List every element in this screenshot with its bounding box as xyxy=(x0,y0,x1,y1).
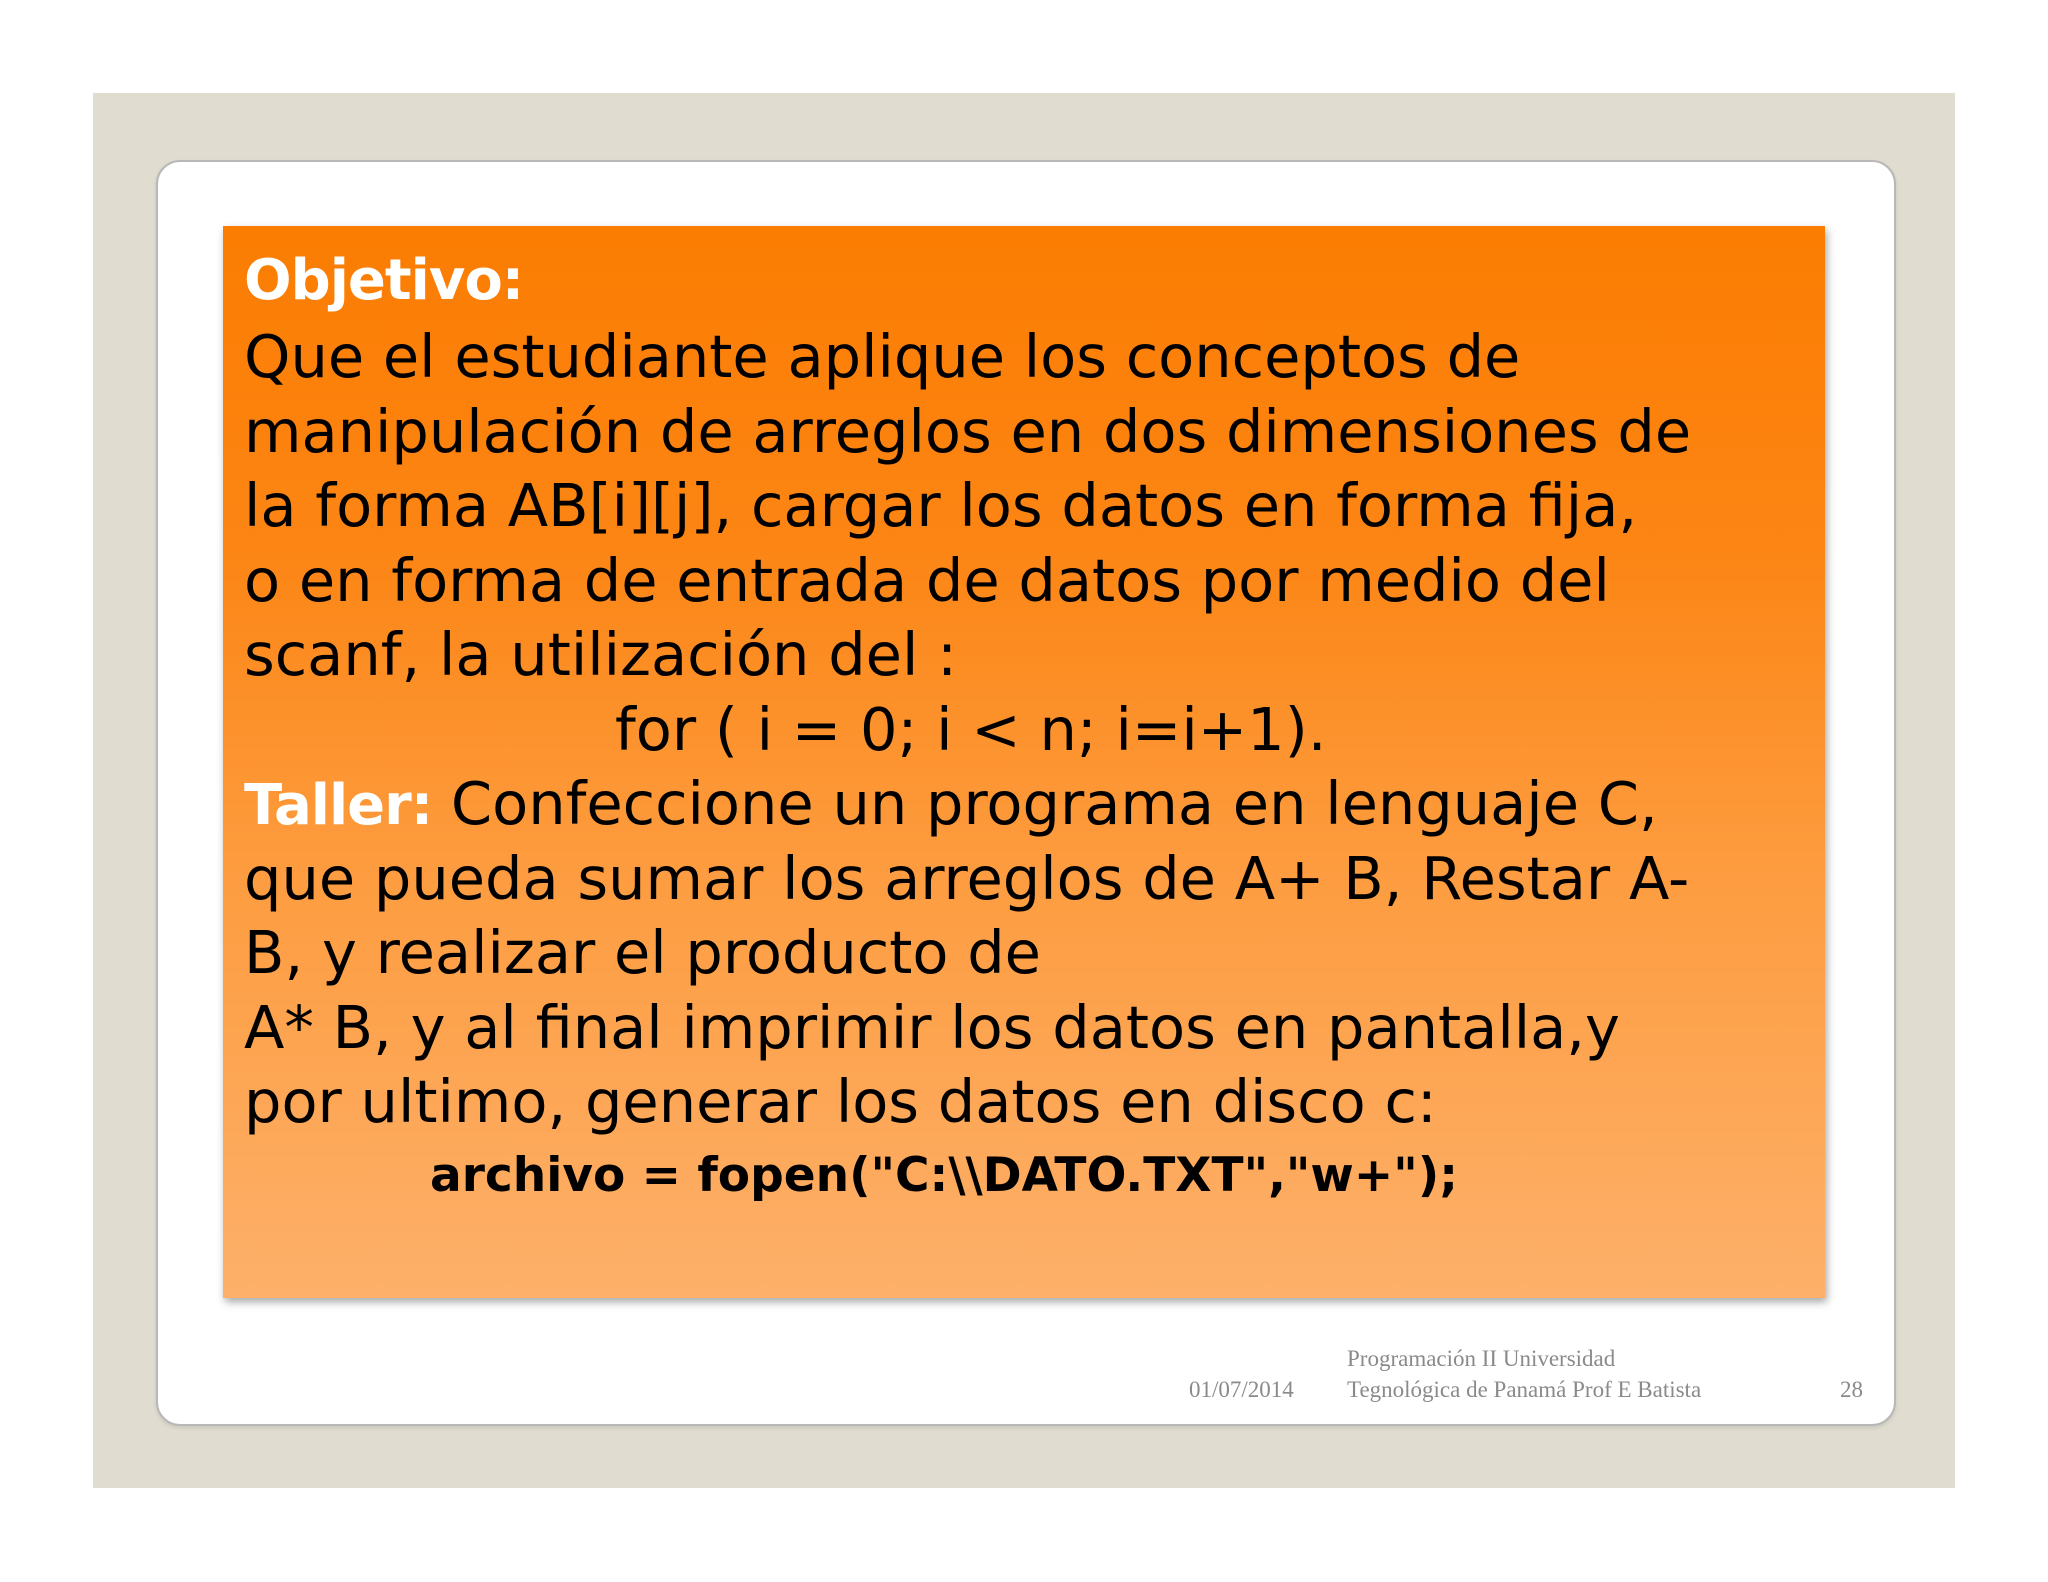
taller-line: B, y realizar el producto de xyxy=(244,918,1041,987)
taller-line: que pueda sumar los arreglos de A+ B, Restar A- xyxy=(244,844,1690,913)
taller-line: por ultimo, generar los datos en disco c: xyxy=(244,1067,1437,1136)
objective-heading: Objetivo: xyxy=(244,248,524,313)
taller-heading: Taller: xyxy=(244,773,433,838)
footer-page-number: 28 xyxy=(1840,1377,1863,1402)
objective-line: o en forma de entrada de datos por medio del xyxy=(244,546,1610,615)
footer-course-line2: Tegnológica de Panamá Prof E Batista xyxy=(1347,1377,1702,1402)
for-statement: for ( i = 0; i < n; i=i+1). xyxy=(615,695,1327,764)
objective-line: Que el estudiante aplique los conceptos de xyxy=(244,322,1521,391)
objective-line: scanf, la utilización del : xyxy=(244,620,957,689)
footer-course-line1: Programación II Universidad xyxy=(1347,1346,1616,1371)
footer-date: 01/07/2014 xyxy=(1189,1377,1294,1402)
taller-line: A* B, y al final imprimir los datos en pantalla,y xyxy=(244,993,1620,1062)
code-statement: archivo = fopen("C:\\DATO.TXT","w+"); xyxy=(430,1148,1458,1203)
objective-line: manipulación de arreglos en dos dimensiones de xyxy=(244,397,1692,466)
content-box xyxy=(223,226,1825,1298)
objective-line: la forma AB[i][j], cargar los datos en forma fija, xyxy=(244,471,1638,540)
taller-line xyxy=(244,769,1658,838)
taller-intro: Confeccione un programa en lenguaje C, xyxy=(432,769,1658,838)
